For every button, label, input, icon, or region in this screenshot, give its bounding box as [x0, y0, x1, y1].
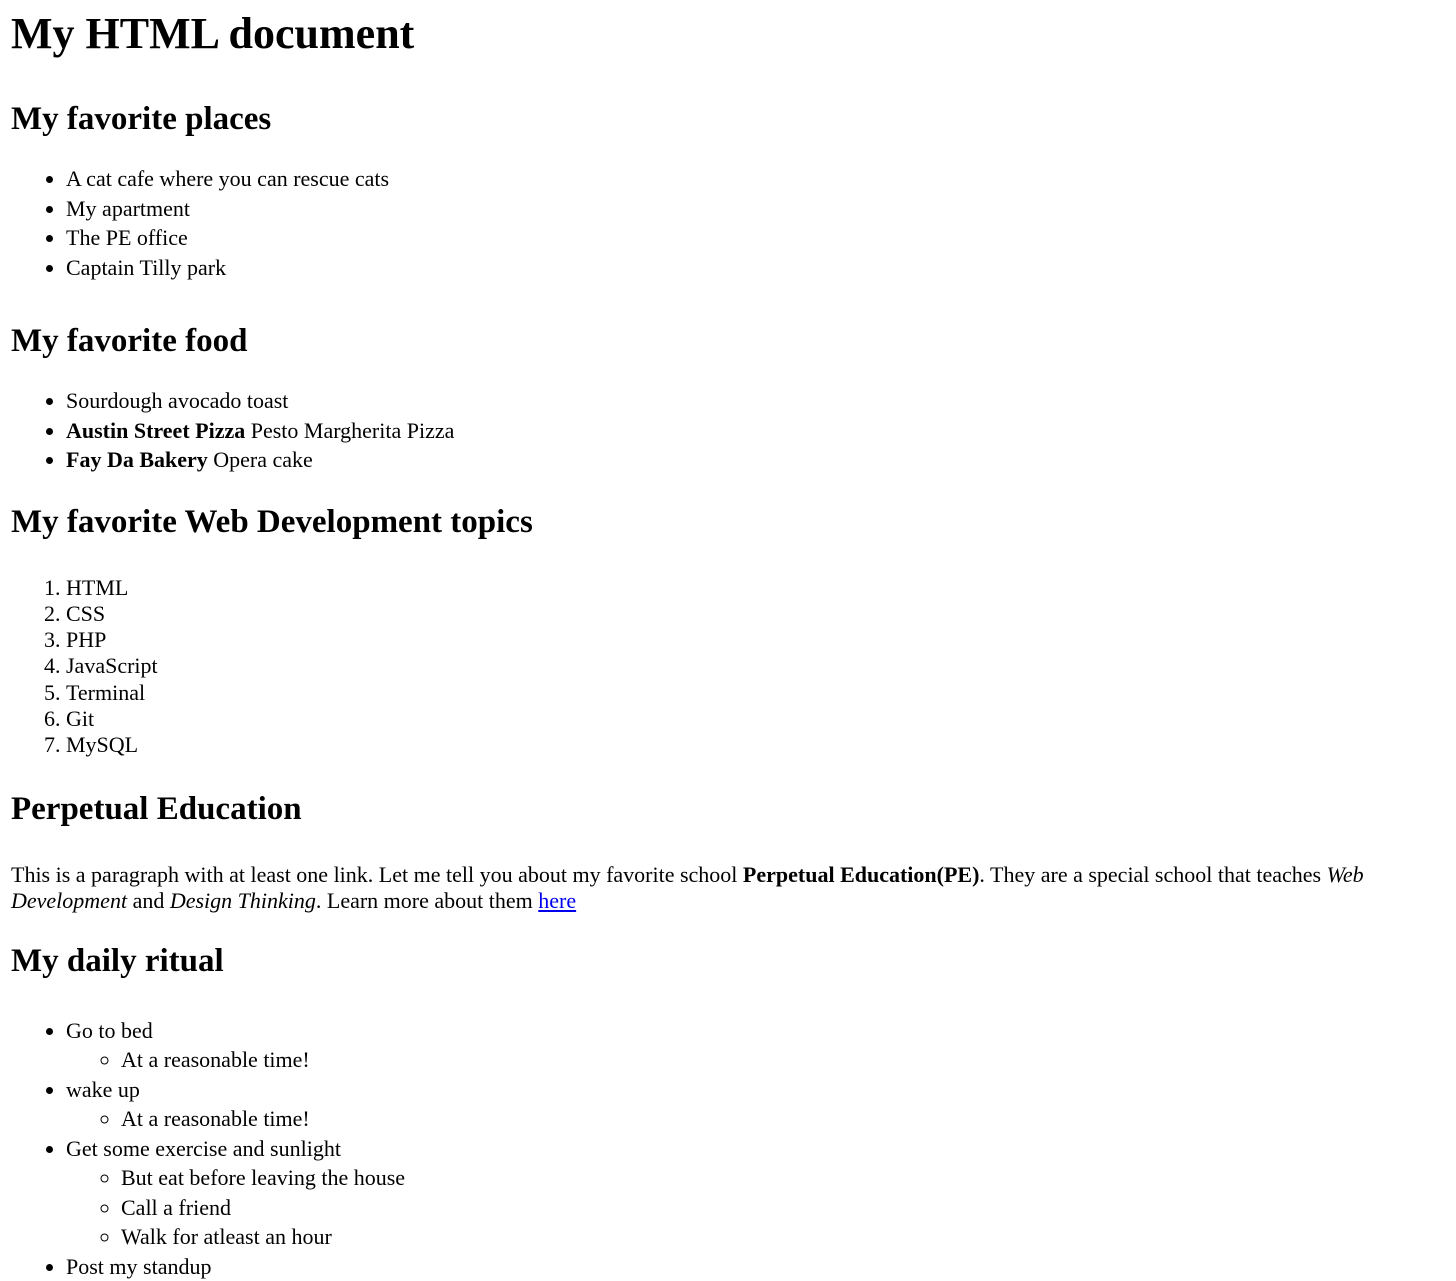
places-heading: My favorite places [11, 101, 272, 137]
topics-list [11, 575, 1445, 759]
food-item-text: Sourdough avocado toast [66, 388, 289, 413]
ritual-item [66, 1016, 1445, 1075]
list-item: 6. Git [66, 706, 1445, 732]
ritual-item-label: wake up [66, 1076, 140, 1102]
pe-topic-design: Design Thinking [169, 887, 316, 913]
pe-text: . Learn more about them [315, 887, 539, 913]
list-item [66, 416, 1445, 446]
ritual-item [66, 1134, 1445, 1252]
ritual-subitem: ◦ Call a friend [121, 1193, 1445, 1223]
list-item: 7. MySQL [66, 732, 1445, 758]
topics-heading: My favorite Web Development topics [11, 503, 533, 540]
ritual-item-label: Post my standup [66, 1253, 212, 1279]
list-item: 5. Terminal [66, 680, 1445, 706]
document-body [0, 9, 1456, 1281]
pe-topic-web-dev: Web Development [11, 861, 1364, 913]
list-item: 1. HTML [66, 575, 1445, 601]
pe-paragraph [11, 862, 1445, 914]
list-item: 3. PHP [66, 627, 1445, 653]
food-item-place: Austin Street Pizza [66, 417, 246, 443]
food-heading: My favorite food [11, 323, 248, 359]
list-item: • The PE office [66, 223, 1445, 253]
page-title: My HTML document [11, 9, 415, 58]
food-item-place: Fay Da Bakery [66, 447, 208, 472]
ritual-item [66, 1075, 1445, 1134]
list-item [66, 445, 1445, 475]
ritual-item [66, 1252, 1445, 1281]
food-item-text: Opera cake [207, 447, 313, 472]
places-list [11, 164, 1445, 282]
ritual-subitem: ◦ At a reasonable time! [121, 1104, 1445, 1134]
pe-heading: Perpetual Education [11, 790, 302, 827]
ritual-list [11, 1016, 1445, 1281]
pe-text: . They are a special school that teaches [979, 861, 1327, 887]
list-item: • A cat cafe where you can rescue cats [66, 164, 1445, 194]
ritual-sublist [66, 1163, 1445, 1252]
pe-school-name: Perpetual Education(PE) [742, 861, 980, 887]
ritual-item-label: Get some exercise and sunlight [66, 1135, 341, 1161]
ritual-heading: My daily ritual [11, 942, 224, 979]
food-item-text: Pesto Margherita Pizza [245, 417, 455, 443]
pe-link[interactable]: here [538, 887, 577, 913]
ritual-subitem: ◦ But eat before leaving the house [121, 1163, 1445, 1193]
ritual-sublist [66, 1045, 1445, 1075]
pe-text: This is a paragraph with at least one link. Let me tell you about my favorite school [11, 861, 743, 887]
list-item: • My apartment [66, 194, 1445, 224]
ritual-subitem: ◦ Walk for atleast an hour [121, 1222, 1445, 1252]
food-list [11, 386, 1445, 475]
list-item: 2. CSS [66, 601, 1445, 627]
list-item: 4. JavaScript [66, 653, 1445, 679]
ritual-sublist [66, 1104, 1445, 1134]
list-item [66, 386, 1445, 416]
ritual-item-label: Go to bed [66, 1017, 153, 1043]
list-item: • Captain Tilly park [66, 253, 1445, 283]
pe-text: and [127, 887, 170, 913]
ritual-subitem: ◦ At a reasonable time! [121, 1045, 1445, 1075]
